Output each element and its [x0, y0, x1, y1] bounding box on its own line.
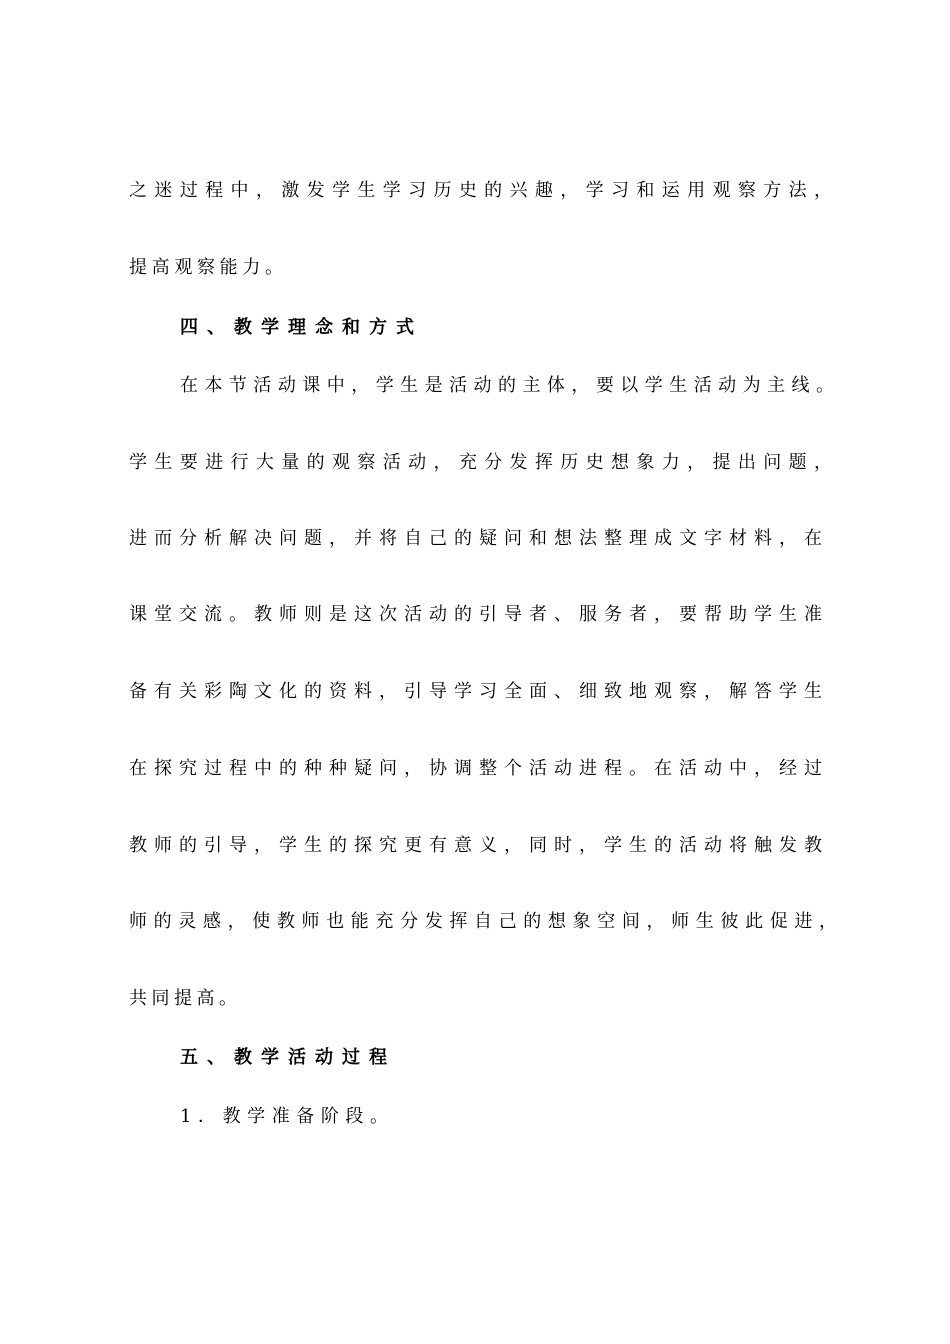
heading-text: 四、教学理念和方式	[180, 317, 423, 338]
paragraph-line	[0, 907, 950, 937]
line-text: 共同提高。	[129, 988, 241, 1009]
paragraph-line	[0, 524, 950, 554]
paragraph-line	[0, 176, 950, 206]
line-text: 备有关彩陶文化的资料，引导学习全面、细致地观察，解答学生	[129, 681, 826, 702]
line-text: 在探究过程中的种种疑问，协调整个活动进程。在活动中，经过	[129, 758, 826, 779]
line-text: 提高观察能力。	[129, 257, 287, 278]
list-item-text: 1．教学准备阶段。	[180, 1106, 392, 1127]
line-text: 学生要进行大量的观察活动，充分发挥历史想象力，提出问题，	[129, 452, 836, 473]
line-text: 课堂交流。教师则是这次活动的引导者、服务者，要帮助学生准	[129, 604, 826, 625]
paragraph-line	[0, 984, 950, 1014]
paragraph-line	[0, 253, 950, 283]
line-text: 进而分析解决问题，并将自己的疑问和想法整理成文字材料，在	[129, 528, 826, 549]
line-text: 教师的引导，学生的探究更有意义，同时，学生的活动将触发教	[129, 835, 826, 856]
section-heading-5	[0, 1043, 950, 1073]
line-text: 之迷过程中，激发学生学习历史的兴趣，学习和运用观察方法，	[129, 180, 836, 201]
heading-text: 五、教学活动过程	[180, 1047, 396, 1068]
paragraph-line	[0, 831, 950, 861]
paragraph-line	[0, 600, 950, 630]
section-heading-4	[0, 313, 950, 343]
list-item	[0, 1102, 950, 1132]
paragraph-line	[0, 371, 950, 401]
paragraph-line	[0, 754, 950, 784]
line-text: 在本节活动课中，学生是活动的主体，要以学生活动为主线。	[180, 375, 838, 396]
paragraph-line	[0, 448, 950, 478]
paragraph-line	[0, 677, 950, 707]
line-text: 师的灵感，使教师也能充分发挥自己的想象空间，师生彼此促进，	[129, 911, 841, 932]
